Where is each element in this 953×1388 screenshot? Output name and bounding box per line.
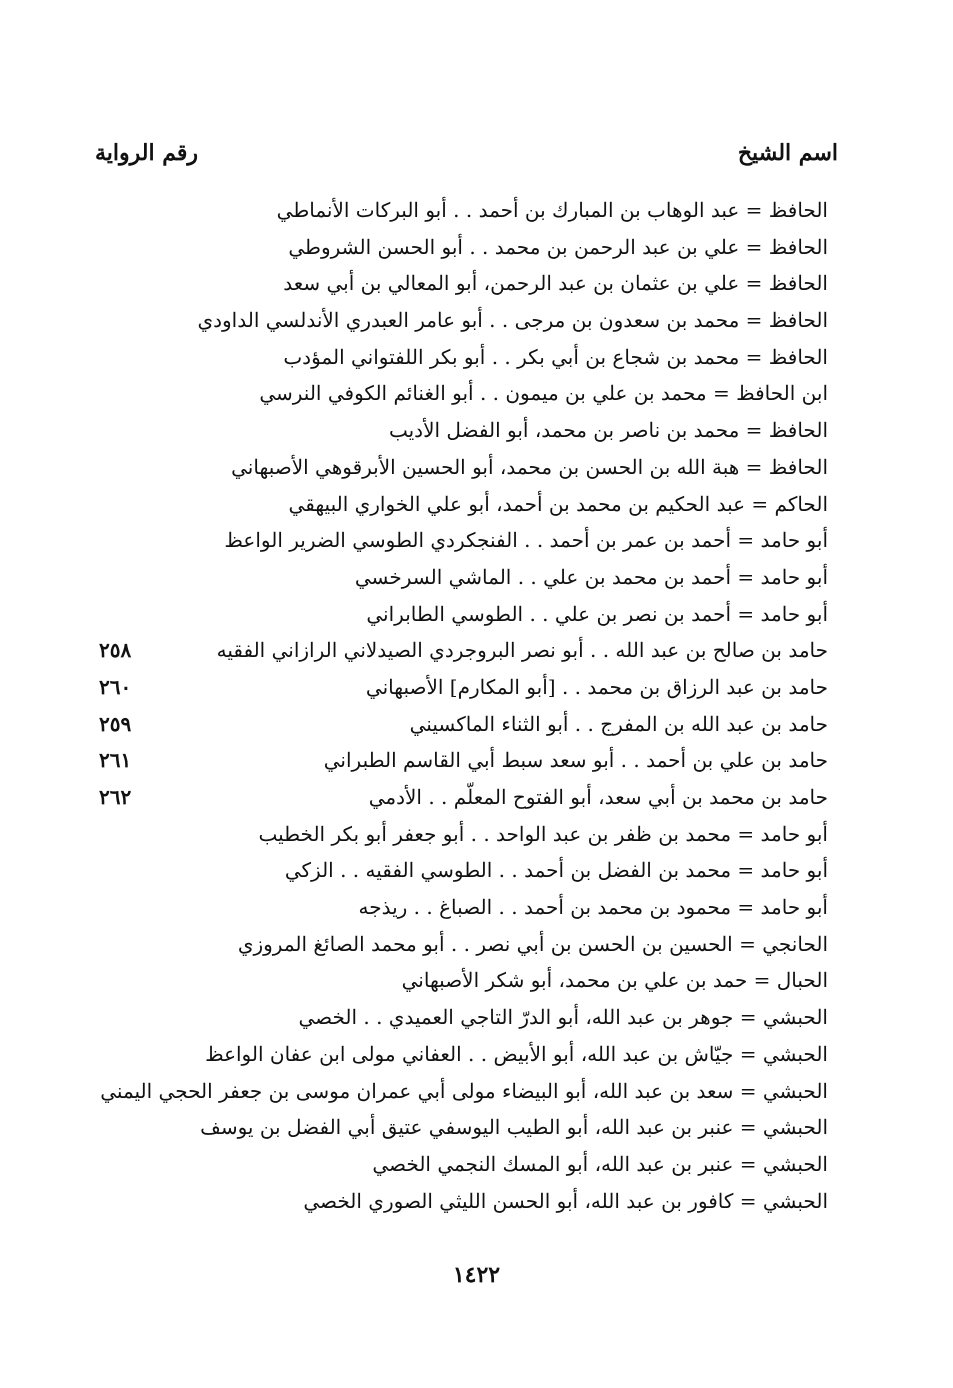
entry-name: الحبشي = سعد بن عبد الله، أبو البيضاء مولى أبي عمران موسى بن جعفر الحجي اليمني: [100, 1078, 828, 1103]
entry-name: الحبشي = عنبر بن عبد الله، أبو الطيب اليوسفي عتيق أبي الفضل بن يوسف: [200, 1115, 828, 1140]
entry-name: الحافظ = عبد الوهاب بن المبارك بن أحمد . . أبو البركات الأنماطي: [276, 198, 828, 222]
list-item: [95, 522, 828, 559]
list-item: [95, 779, 828, 816]
list-item: [95, 596, 828, 633]
list-item: [95, 999, 828, 1036]
list-item: [95, 889, 828, 926]
entry-number: ٢٦٠: [99, 674, 132, 699]
entry-name: الحبال = حمد بن علي بن محمد، أبو شكر الأصبهاني: [401, 968, 828, 993]
list-item: [95, 229, 828, 266]
list-item: [95, 1146, 828, 1183]
entry-name: حامد بن صالح بن عبد الله . . أبو نصر البروجردي الصيدلاني الرازاني الفقيه: [216, 638, 828, 663]
entry-name: أبو حامد = محمود بن محمد بن أحمد . . الصباغ . . ريذجه: [358, 895, 828, 920]
entry-name: أبو حامد = أحمد بن محمد بن علي . . الماشي السرخسي: [354, 564, 828, 589]
entry-name: الحافظ = هبة الله بن الحسن بن محمد، أبو الحسين الأبرقوهي الأصبهاني: [231, 454, 828, 479]
list-item: [95, 192, 828, 229]
entry-name: الحبشي = جوهر بن عبد الله، أبو الدرّ التاجي العميدي . . الخصي: [298, 1005, 828, 1030]
entry-name: الحانجي = الحسين بن الحسن بن أبي نصر . . أبو محمد الصائغ المروزي: [237, 931, 828, 956]
list-item: [95, 265, 828, 302]
list-item: [95, 339, 828, 376]
list-item: [95, 412, 828, 449]
list-item: [95, 1109, 828, 1146]
list-item: [95, 1183, 828, 1220]
list-item: [95, 375, 828, 412]
list-item: [95, 742, 828, 779]
entry-number: ٢٦٢: [99, 785, 132, 809]
list-item: [95, 1073, 828, 1110]
entry-name: الحبشي = جيّاش بن عبد الله، أبو الأبيض . . العفاني مولى ابن عفان الواعظ: [205, 1041, 828, 1066]
list-item: [95, 559, 828, 596]
entry-name: الحافظ = محمد بن سعدون بن مرجى . . أبو عامر العبدري الأندلسي الداودي: [197, 308, 828, 333]
entry-name: حامد بن عبد الله بن المفرج . . أبو الثناء الماكسيني: [409, 711, 828, 736]
entry-name: الحافظ = محمد بن ناصر بن محمد، أبو الفضل الأديب: [388, 418, 828, 443]
column-header-name: اسم الشيخ: [737, 140, 838, 166]
entry-name: حامد بن عبد الرزاق بن محمد . . [أبو المكارم] الأصبهاني: [365, 674, 828, 699]
entry-list: [95, 192, 828, 1219]
entry-name: حامد بن محمد بن أبي سعد، أبو الفتوح المعلّم . . الأدمي: [368, 785, 828, 809]
column-header-number: رقم الرواية: [95, 140, 199, 166]
list-item: [95, 962, 828, 999]
list-item: [95, 669, 828, 706]
page-number: ١٤٢٢: [452, 1262, 501, 1288]
entry-name: الحافظ = محمد بن شجاع بن أبي بكر . . أبو بكر اللفتواني المؤدب: [283, 344, 828, 369]
entry-name: الحاكم = عبد الحكيم بن محمد بن أحمد، أبو علي الخواري البيهقي: [288, 491, 828, 516]
entry-name: الحبشي = عنبر بن عبد الله، أبو المسك النجمي الخصي: [372, 1151, 828, 1176]
list-item: [95, 449, 828, 486]
entry-number: ٢٦١: [99, 748, 132, 773]
entry-name: الحبشي = كافور بن عبد الله، أبو الحسن الليثي الصوري الخصي: [303, 1188, 828, 1213]
entry-number: ٢٥٩: [99, 711, 132, 736]
list-item: [95, 706, 828, 743]
entry-name: الحافظ = علي بن عثمان بن عبد الرحمن، أبو المعالي بن أبي سعد: [283, 271, 828, 296]
entry-name: أبو حامد = محمد بن ظفر بن عبد الواحد . . أبو جعفر أبو بكر الخطيب: [258, 821, 828, 846]
list-item: [95, 302, 828, 339]
entry-name: ابن الحافظ = محمد بن علي بن ميمون . . أبو الغنائم الكوفي النرسي: [259, 381, 828, 406]
entry-number: ٢٥٨: [99, 638, 132, 663]
list-item: [95, 486, 828, 523]
entry-name: أبو حامد = أحمد بن نصر بن علي . . الطوسي الطابراني: [366, 601, 828, 626]
list-item: [95, 1036, 828, 1073]
list-item: [95, 926, 828, 963]
entry-name: أبو حامد = أحمد بن عمر بن أحمد . . الفنجكردي الطوسي الضرير الواعظ: [224, 528, 828, 553]
list-item: [95, 632, 828, 669]
entry-name: أبو حامد = محمد بن الفضل بن أحمد . . الطوسي الفقيه . . الزكي: [284, 858, 828, 883]
list-item: [95, 816, 828, 853]
entry-name: حامد بن علي بن أحمد . . أبو سعد سبط أبي القاسم الطبراني: [323, 748, 828, 773]
entry-name: الحافظ = علي بن عبد الرحمن بن محمد . . أبو الحسن الشروطي: [288, 234, 828, 259]
table-header: [95, 140, 838, 174]
list-item: [95, 852, 828, 889]
